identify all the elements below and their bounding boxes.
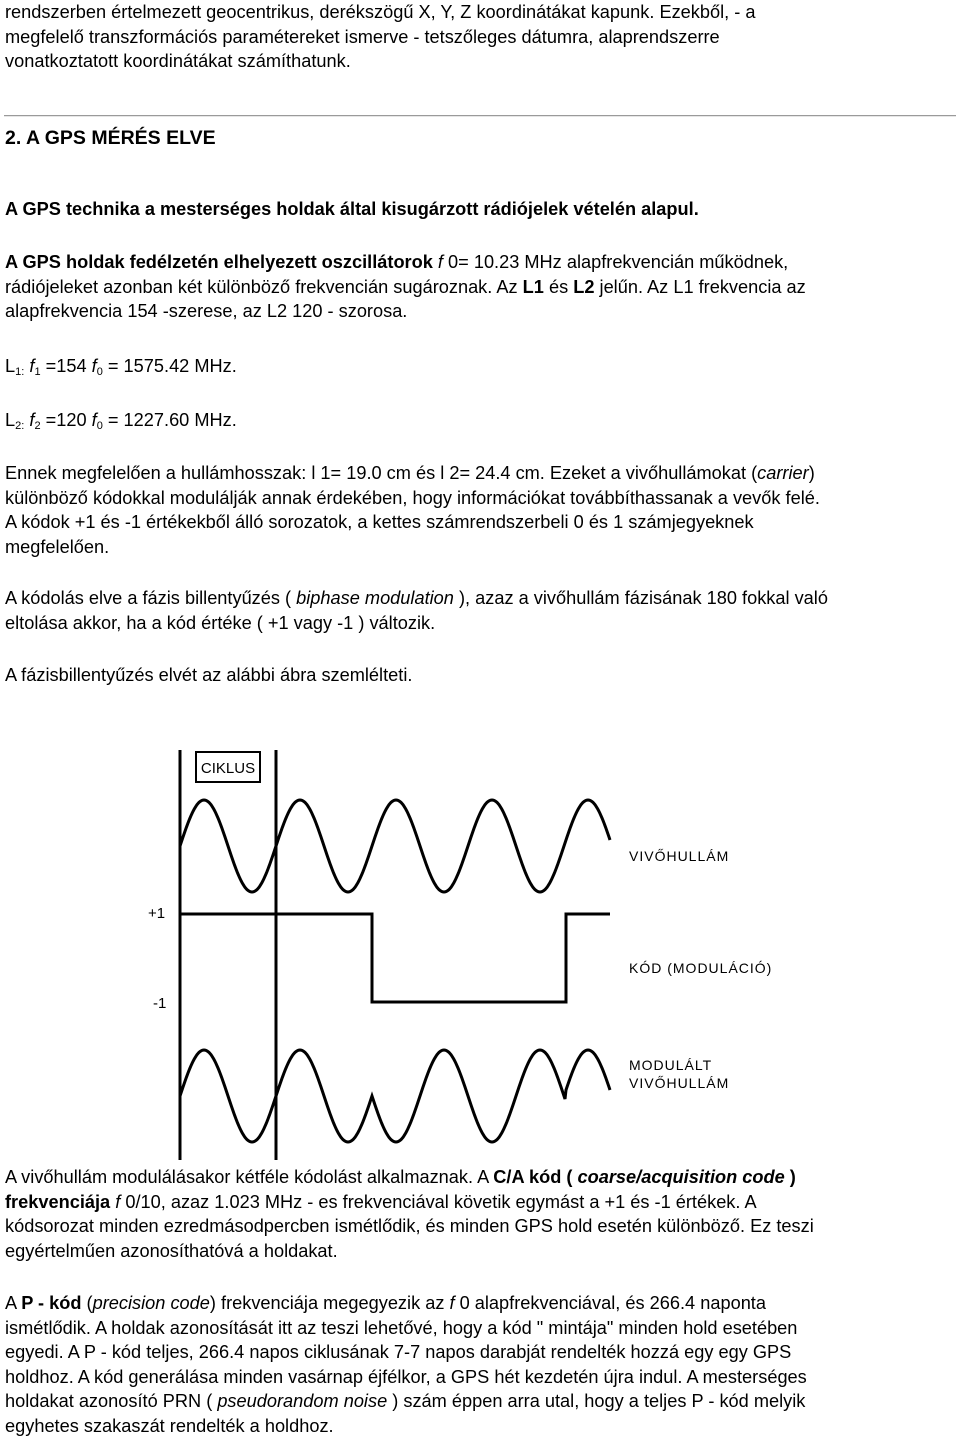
paragraph-ca-code <box>5 1165 955 1263</box>
equation-l2 <box>5 408 955 433</box>
eq2-sub-b: 2 <box>34 420 41 432</box>
kod-label: KÓD (MODULÁCIÓ) <box>629 960 773 976</box>
oscillator-line-2: rádiójeleket azonban két különböző frekvencián sugároznak. Az <box>5 276 523 297</box>
eq2-L: L <box>5 410 16 430</box>
carrier-wave <box>180 800 610 892</box>
kodolas-b: ), azaz a vivőhullám fázisának 180 fokkal való <box>453 588 828 608</box>
oscillator-line-3: alapfrekvencia 154 -szerese, az L2 120 - szorosa. <box>5 301 408 321</box>
freq-symbol: f <box>437 252 443 272</box>
ca-line-4: egyértelműen azonosíthatóvá a holdakat. <box>5 1240 338 1261</box>
p-line-5a: holdakat azonosító PRN ( <box>5 1391 218 1411</box>
precision-term: precision code <box>92 1293 210 1313</box>
modulalt-label-line-1: MODULÁLT <box>629 1057 713 1073</box>
paragraph-p-code <box>5 1291 955 1438</box>
eq2-f2: f <box>91 410 97 430</box>
ca-b: ( <box>561 1167 578 1187</box>
kodolas-line-2: eltolása akkor, ha a kód értéke ( +1 vagy -1 ) változik. <box>5 612 436 633</box>
vivohullam-label: VIVŐHULLÁM <box>629 848 730 864</box>
paragraph-kodolas <box>5 586 955 635</box>
ciklus-label: CIKLUS <box>200 760 256 777</box>
wave-line-1b: ) <box>808 463 815 483</box>
p-line-4: holdhoz. A kód generálása minden vasárnap éjfélkor, a GPS hét kezdetén újra indul. A mesterséges <box>5 1366 807 1387</box>
paragraph-abra: A fázisbillentyűzés elvét az alábbi ábra szemlélteti. <box>5 665 413 685</box>
p-line-3: egyedi. A P - kód teljes, 266.4 napos ciklusának 7-7 napos darabját rendelték hozzá egy egy GPS <box>5 1342 792 1362</box>
ca-line-3: kódsorozat minden ezredmásodpercben ismétlődik, és minden GPS hold esetén különböző. Ez teszi <box>5 1216 814 1236</box>
carrier-word: carrier <box>757 463 809 483</box>
paragraph-technika: A GPS technika a mesterséges holdak által kisugárzott rádiójelek vételén alapul. <box>5 199 699 219</box>
horizontal-rule <box>4 115 956 117</box>
oscillator-tail: jelűn. Az L1 frekvencia az <box>594 276 806 297</box>
intro-line-2: megfelelő transzformációs paramétereket ismerve - tetszőleges dátumra, alaprendszerre <box>5 26 720 47</box>
eq2-end: = 1227.60 MHz. <box>102 410 237 430</box>
ca-e: 0/10, azaz 1.023 MHz - es frekvenciával követik egymást a +1 és -1 értékek. A <box>120 1191 757 1212</box>
p-c: ) frekvenciája megegyezik az <box>209 1293 450 1313</box>
l1-label: L1 <box>522 276 544 297</box>
eq2-mid: =120 <box>40 410 92 430</box>
p-a: A <box>5 1293 22 1313</box>
eq1-f: f <box>29 356 35 376</box>
wave-line-4: megfelelően. <box>5 536 110 557</box>
ca-f: f <box>115 1191 121 1212</box>
coarse-term: coarse/acquisition code <box>577 1167 785 1187</box>
p-line-6: egyhetes szakaszát rendelték a holdhoz. <box>5 1415 334 1436</box>
eq1-L: L <box>5 356 16 376</box>
ca-c: ) <box>784 1167 796 1187</box>
eq1-f2: f <box>91 356 97 376</box>
modulalt-label-line-2: VIVŐHULLÁM <box>629 1075 730 1091</box>
eq2-sub-c: 0 <box>96 420 103 432</box>
minus-one-label: -1 <box>153 995 167 1012</box>
biphase-term: biphase modulation <box>296 588 454 608</box>
eq1-sub-b: 1 <box>34 366 41 378</box>
paragraph-oscillators <box>5 250 955 324</box>
kodolas-a: A kódolás elve a fázis billentyűzés ( <box>5 588 297 608</box>
section-title: 2. A GPS MÉRÉS ELVE <box>5 127 216 149</box>
paragraph-wavelength <box>5 461 955 559</box>
oscillator-rest: 0= 10.23 MHz alapfrekvencián működnek, <box>442 252 789 272</box>
eq2-sub-a: 2: <box>15 420 25 432</box>
p-line-5b: ) szám éppen arra utal, hogy a teljes P - kód melyik <box>387 1391 806 1411</box>
wave-line-3: A kódok +1 és -1 értékekből álló sorozatok, a kettes számrendszerbeli 0 és 1 számjegyeknek <box>5 512 754 532</box>
oscillator-bold-text: A GPS holdak fedélzetén elhelyezett oszcillátorok <box>5 252 433 272</box>
frekvenciaja-word: frekvenciája <box>5 1191 111 1212</box>
p-f: f <box>449 1293 455 1313</box>
eq2-f: f <box>29 410 35 430</box>
pseudorandom-term: pseudorandom noise <box>217 1391 388 1411</box>
eq1-sub-c: 0 <box>96 366 103 378</box>
wave-line-1a: Ennek megfelelően a hullámhosszak: l 1= 19.0 cm és l 2= 24.4 cm. Ezeket a vivőhullámokat ( <box>5 463 758 483</box>
equation-l1 <box>5 354 955 379</box>
eq1-sub-a: 1: <box>15 366 25 378</box>
eq1-end: = 1575.42 MHz. <box>102 356 237 376</box>
intro-line-3: vonatkoztatott koordinátákat számíthatunk. <box>5 51 351 71</box>
eq1-mid: =154 <box>40 356 92 376</box>
intro-paragraph <box>5 0 955 74</box>
p-line-2: ismétlődik. A holdak azonosítását itt az teszi lehetővé, hogy a kód " mintája" minden hold esetében <box>5 1317 798 1338</box>
modulated-carrier-wave <box>180 1050 610 1142</box>
ca-kod-term: C/A kód <box>493 1167 562 1187</box>
plus-one-label: +1 <box>148 905 166 922</box>
ca-a: A vivőhullám modulálásakor kétféle kódolást alkalmaznak. A <box>5 1167 494 1187</box>
phase-modulation-figure <box>0 740 960 1160</box>
p-kod-term: P - kód <box>21 1293 82 1313</box>
code-signal <box>180 914 610 1002</box>
intro-line-1: rendszerben értelmezett geocentrikus, derékszögű X, Y, Z koordinátákat kapunk. Ezekből, - a <box>5 2 756 22</box>
p-d: 0 alapfrekvenciával, és 266.4 naponta <box>454 1293 766 1313</box>
p-b: ( <box>81 1293 93 1313</box>
es-word: és <box>543 276 574 297</box>
wave-line-2: különböző kódokkal modulálják annak érdekében, hogy információkat továbbíthassanak a vevők felé. <box>5 487 820 508</box>
l2-label: L2 <box>573 276 595 297</box>
